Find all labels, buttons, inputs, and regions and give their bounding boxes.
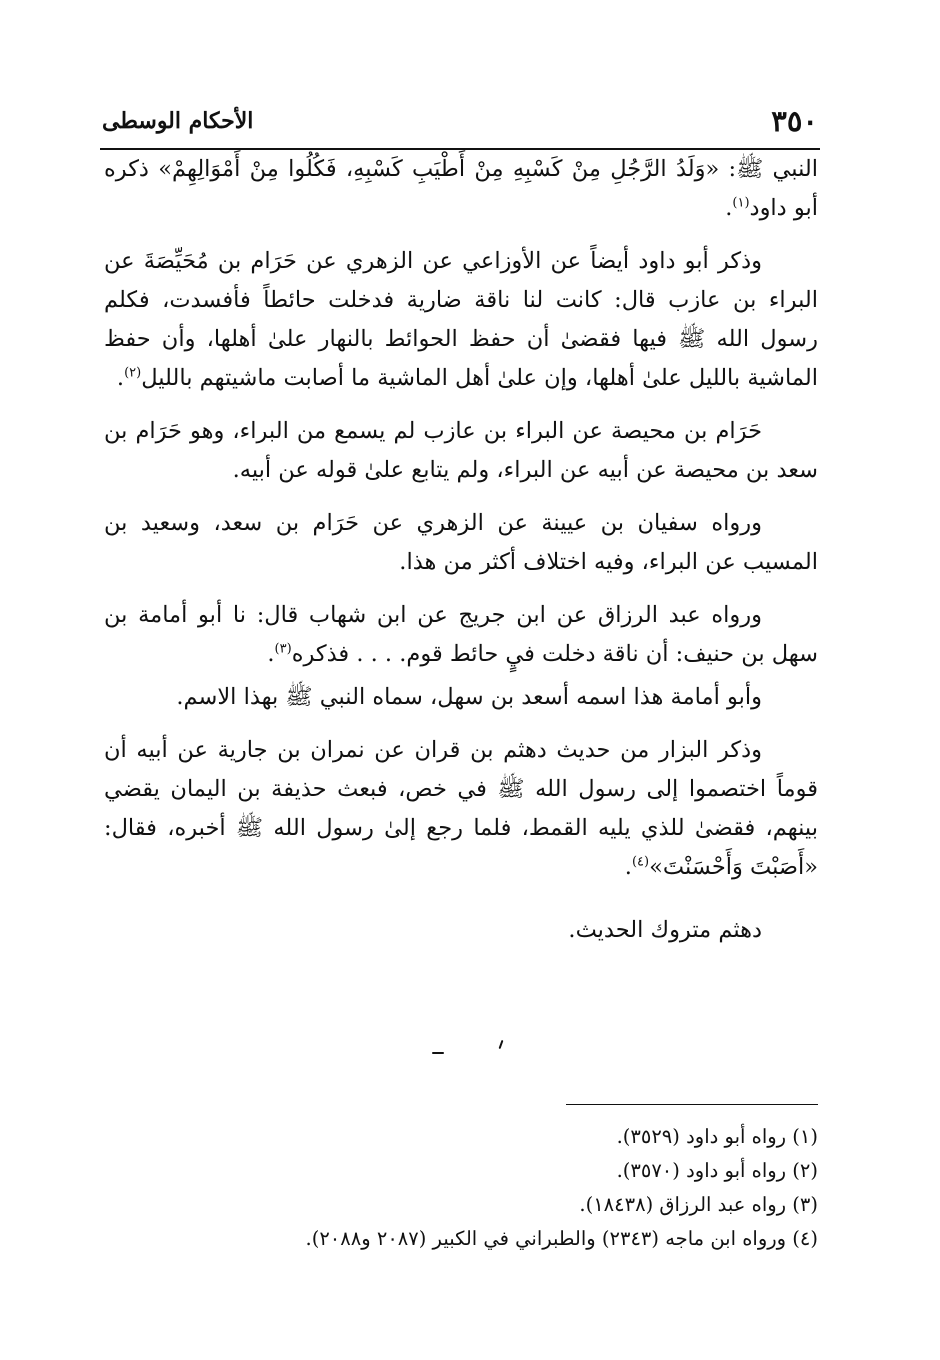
paragraph-4: ورواه سفيان بن عيينة عن الزهري عن حَرَام بن سعد، وسعيد بن المسيب عن البراء، وفيه اختلاف أكثر من هذا.: [104, 510, 818, 575]
page-number: ٣٥٠: [771, 104, 818, 138]
paragraph-2: وذكر أبو داود أيضاً عن الأوزاعي عن الزهري عن حَرَام بن مُحَيِّصَةَ عن البراء بن عازب قال: كانت لنا ناقة ضارية فدخلت حائطاً فأفسدت، فكلم رسول الله ﷺ فيها فقضىٰ أن حفظ الحوائط بالنهار علىٰ أهلها، وأن حفظ الماشية بالليل علىٰ أهلها، وإن علىٰ أهل الماشية ما أصابت ماشيتهم بالليل$^{(٢)}$.: [104, 248, 818, 391]
footnote-ref-1: (١): [732, 195, 750, 211]
running-title: الأحكام الوسطى: [102, 108, 254, 134]
footnote-4: (٤) ورواه ابن ماجه (٢٣٤٣) والطبراني في الكبير (٢٠٨٧ و٢٠٨٨).: [305, 1227, 818, 1250]
paragraph-2-text: وذكر أبو داود أيضاً عن الأوزاعي عن الزهري عن حَرَام بن مُحَيِّصَةَ عن البراء بن عازب قال: كانت لنا ناقة ضارية فدخلت حائطاً فأفسدت، فكلم رسول الله ﷺ فيها فقضىٰ أن حفظ الحوائط بالنهار علىٰ أهلها، وأن حفظ الماشية بالليل علىٰ أهلها، وإن علىٰ أهل الماشية ما أصابت ماشيتهم بالليل: [104, 248, 818, 391]
page-header: [100, 100, 820, 150]
paragraph-7: وذكر البزار من حديث دهثم بن قران عن نمران بن جارية عن أبيه أن قوماً اختصموا إلى رسول الله ﷺ في خص، فبعث حذيفة بن اليمان يقضي بينهم، فقضىٰ للذي يليه القمط، فلما رجع إلىٰ رسول الله ﷺ أخبره، فقال: «أَصَبْتَ وَأَحْسَنْتَ»$^{(٤)}$.: [104, 737, 818, 880]
footnote-separator: [566, 1104, 818, 1105]
paragraph-8: دهثم متروك الحديث.: [568, 917, 762, 943]
main-text: [104, 150, 818, 964]
paragraph-5-text: ورواه عبد الرزاق عن ابن جريج عن ابن شهاب قال: نا أبو أمامة بن سهل بن حنيف: أن ناقة دخلت فيٍ حائط قوم. . . . فذكره: [104, 602, 818, 667]
paragraph-1-text: النبي ﷺ: «وَلَدُ الرَّجُلِ مِنْ كَسْبِهِ مِنْ أَطْيَبِ كَسْبِهِ، فَكُلُوا مِنْ أَمْوَالِهِمْ» ذكره أبو داود: [104, 156, 818, 221]
paragraph-3: حَرَام بن محيصة عن البراء بن عازب لم يسمع من البراء، وهو حَرَام بن سعد بن محيصة عن أبيه عن البراء، ولم يتابع علىٰ قوله عن أبيه.: [104, 418, 818, 483]
paragraph-7-text: وذكر البزار من حديث دهثم بن قران عن نمران بن جارية عن أبيه أن قوماً اختصموا إلى رسول الله ﷺ في خص، فبعث حذيفة بن اليمان يقضي بينهم، فقضىٰ للذي يليه القمط، فلما رجع إلىٰ رسول الله ﷺ أخبره، فقال: «أَصَبْتَ وَأَحْسَنْتَ»: [104, 737, 818, 880]
footnote-ref-4: (٤): [631, 854, 650, 870]
paragraph-5: ورواه عبد الرزاق عن ابن جريج عن ابن شهاب قال: نا أبو أمامة بن سهل بن حنيف: أن ناقة دخلت فيٍ حائط قوم. . . . فذكره$^{(٣)}$.: [104, 602, 818, 667]
print-speck: [499, 1040, 504, 1049]
footnote-2: (٢) رواه أبو داود (٣٥٧٠).: [616, 1159, 818, 1182]
print-speck: [432, 1052, 444, 1054]
footnote-1: (١) رواه أبو داود (٣٥٢٩).: [616, 1125, 818, 1148]
footnote-3: (٣) رواه عبد الرزاق (١٨٤٣٨).: [579, 1193, 818, 1216]
paragraph-6: وأبو أمامة هذا اسمه أسعد بن سهل، سماه النبي ﷺ بهذا الاسم.: [176, 684, 762, 710]
footnote-ref-2: (٢): [124, 365, 142, 381]
footnote-ref-3: (٣): [274, 641, 292, 657]
paragraph-1: النبي ﷺ: «وَلَدُ الرَّجُلِ مِنْ كَسْبِهِ مِنْ أَطْيَبِ كَسْبِهِ، فَكُلُوا مِنْ أَمْوَالِهِمْ» ذكره أبو داود$^{(١)}$.: [104, 156, 818, 221]
footnotes: [104, 1120, 818, 1256]
